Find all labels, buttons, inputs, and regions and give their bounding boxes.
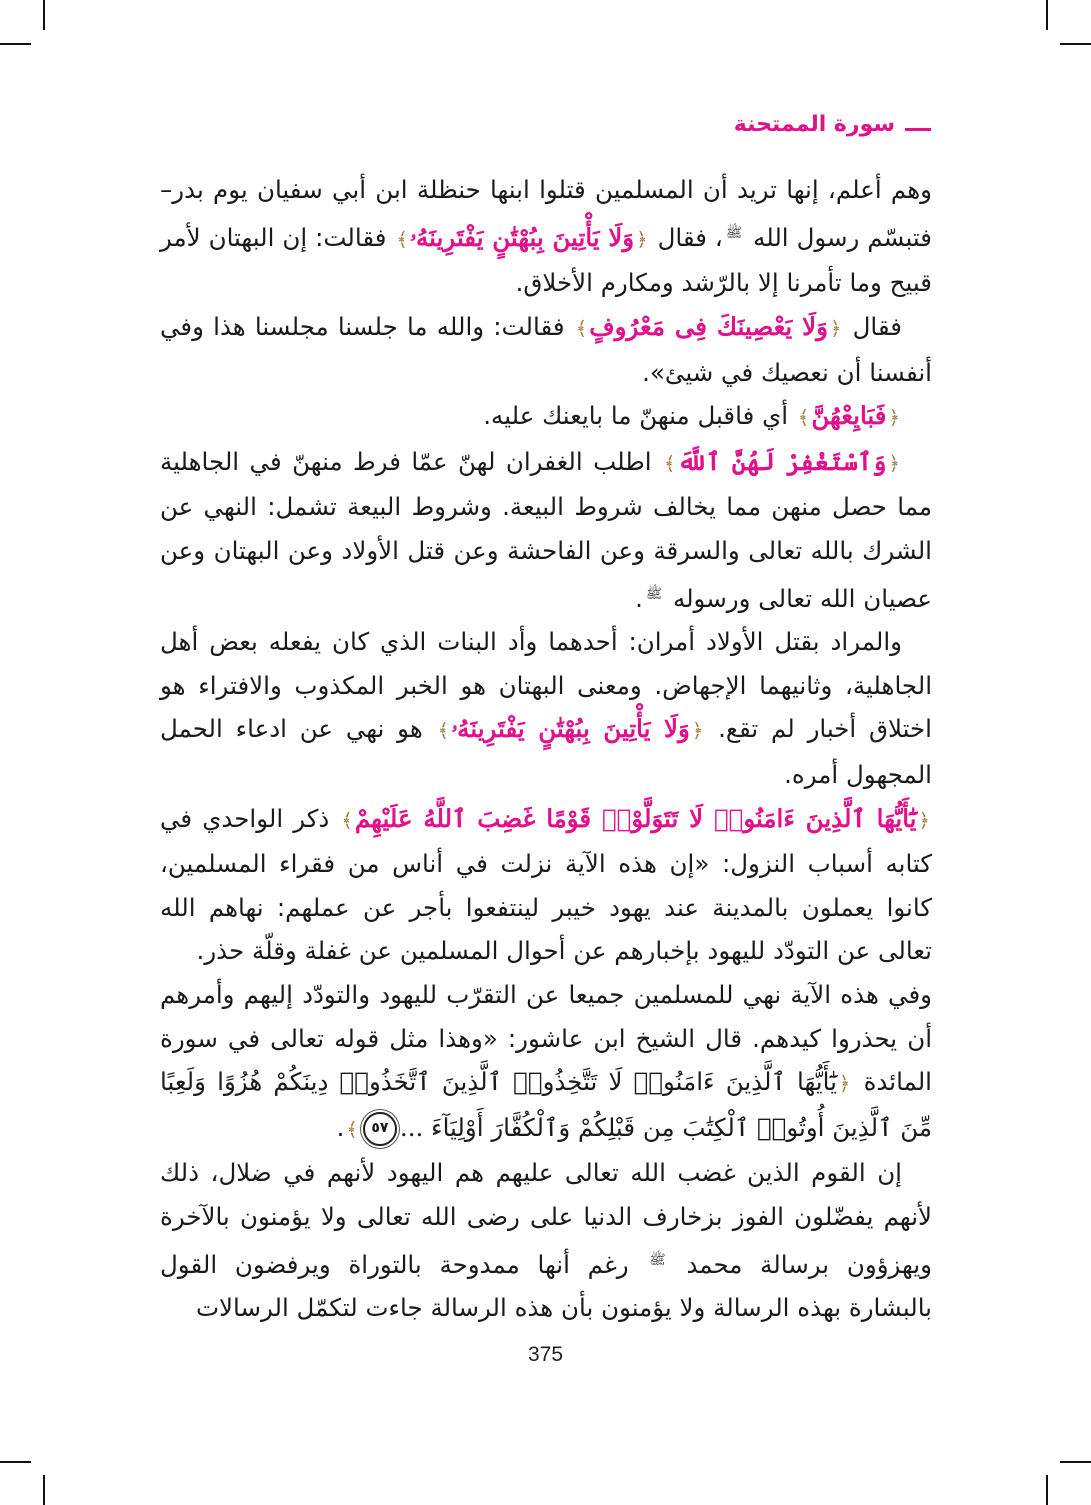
quran-quote — [796, 401, 902, 430]
quran-verse-text: يَٰٓأَيُّهَا ٱلَّذِينَ ءَامَنُوا۟ لَا تَتَوَلَّوْا۟ قَوْمًا غَضِبَ ٱللَّهُ عَلَيْهِمْ — [354, 803, 917, 833]
page-number: 375 — [527, 1343, 564, 1366]
ornate-bracket-close-icon: ﴾ — [341, 808, 353, 832]
paragraph — [160, 440, 932, 621]
paragraph-text: أي فاقبل منهنّ ما بايعنك عليه. — [483, 401, 796, 431]
crop-mark-bottom-left-horizontal — [0, 1461, 31, 1463]
ornate-bracket-open-icon: ﴿ — [888, 406, 900, 430]
paragraph-text: فقال — [843, 311, 902, 341]
body-text — [160, 168, 932, 1330]
crop-mark-bottom-left-vertical — [43, 1475, 45, 1505]
quran-verse-text: وَلَا يَأْتِينَ بِبُهْتَٰنٍ يَفْتَرِينَهُۥ — [409, 222, 635, 252]
header-dash — [905, 128, 931, 131]
paragraph-text: ذكر الواحدي في كتابه أسباب النزول: «إن هذه الآية نزلت في أناس من فقراء المسلمين، كانوا يعملون بالمدينة عند يهود خيبر لينتفعوا بأجر عن عملهم: نهاهم الله تعالى عن التودّد لليهود بإخبارهم عن أحوال المسلمين عن غفلة وقلّة حذر. — [160, 803, 932, 966]
ornate-bracket-close-icon: ﴾ — [346, 1117, 358, 1141]
paragraph — [160, 168, 932, 305]
honorific-glyph-icon: ﷺ — [725, 224, 743, 241]
quran-quote — [574, 312, 844, 341]
paragraph-text: فقالت: والله ما جلسنا مجلسنا هذا وفي أنفسنا أن نعصيك في شيئ». — [160, 311, 932, 387]
paragraph-text: . — [336, 1112, 345, 1142]
ornate-bracket-close-icon: ﴾ — [575, 316, 588, 340]
paragraph — [160, 394, 932, 440]
honorific-glyph-icon: ﷺ — [649, 1251, 666, 1268]
paragraph — [160, 1151, 932, 1330]
crop-mark-top-right-vertical — [1046, 0, 1048, 30]
paragraph-text: إن القوم الذين غضب الله تعالى عليهم هم اليهود لأنهم في ضلال، ذلك لأنهم يفضّلون الفوز بزخارف الدنيا على رضى الله تعالى ولا يؤمنون بالآخرة ويهزؤون برسالة محمد — [160, 1158, 932, 1279]
ornate-bracket-close-icon: ﴾ — [664, 451, 676, 475]
paragraph-text: وهم أعلم، إنها تريد أن المسلمين قتلوا ابنها حنظلة ابن أبي سفيان يوم بدر– فتبسّم رسول الله — [160, 175, 933, 252]
paragraph-text: . — [635, 583, 643, 613]
quran-quote — [436, 714, 706, 743]
paragraph-text: رغم أنها ممدوحة بالتوراة ويرفضون القول بالبشارة بهذه الرسالة ولا يؤمنون بأن هذه الرسالة جاءت لتكمّل الرسالات — [160, 1249, 932, 1323]
paragraph-text: فقالت: إن البهتان لأمر قبيح وما تأمرنا إلا بالرّشد ومكارم الأخلاق. — [160, 222, 932, 298]
crop-mark-top-left-horizontal — [0, 43, 31, 45]
quran-quote — [339, 804, 932, 833]
paragraph — [160, 797, 932, 973]
paragraph-text: والمراد بقتل الأولاد أمران: أحدهما وأد البنات الذي كان يفعله بعض أهل الجاهلية، وثانيهما الإجهاض. ومعنى البهتان هو الخبر المكذوب والافتراء هو اختلاق أخبار لم تقع. — [160, 627, 932, 744]
quran-quote — [662, 447, 902, 476]
honorific-glyph-icon: ﷺ — [645, 585, 663, 602]
ornate-bracket-open-icon: ﴿ — [918, 808, 930, 832]
paragraph — [160, 305, 932, 394]
ornate-bracket-close-icon: ﴾ — [437, 719, 450, 743]
paragraph-text: وفي هذه الآية نهي للمسلمين جميعا عن التقرّب لليهود والتودّد إليهم وأمرهم أن يحذروا كيدهم. قال الشيخ ابن عاشور: «وهذا مثل قوله تعالى في سورة المائدة — [160, 980, 932, 1097]
surah-title: سورة الممتحنة — [733, 112, 895, 137]
ornate-bracket-close-icon: ﴾ — [396, 227, 408, 251]
quran-verse-text: يَٰٓأَيُّهَا ٱلَّذِينَ ءَامَنُوا۟ لَا تَتَّخِذُوا۟ ٱلَّذِينَ ٱتَّخَذُوا۟ دِينَكُمْ هُزُوًا وَلَعِبًا مِّنَ ٱلَّذِينَ أُوتُوا۟ ٱلْكِتَٰبَ مِن قَبْلِكُمْ وَٱلْكُفَّارَ أَوْلِيَآءَ ... — [160, 1067, 932, 1142]
crop-mark-bottom-right-horizontal — [1060, 1461, 1091, 1463]
quran-verse-text: فَبَايِعْهُنَّ — [811, 401, 887, 431]
paragraph-text: هو نهي عن ادعاء الحمل المجهول أمره. — [160, 714, 932, 790]
quran-verse-text: وَلَا يَأْتِينَ بِبُهْتَٰنٍ يَفْتَرِينَهُۥ — [451, 714, 690, 744]
ornate-bracket-open-icon: ﴿ — [888, 451, 900, 475]
quran-quote — [160, 1067, 932, 1142]
ornate-bracket-open-icon: ﴿ — [636, 227, 648, 251]
quran-quote — [394, 223, 649, 252]
running-head — [734, 112, 931, 137]
paragraph — [160, 973, 932, 1151]
ornate-bracket-open-icon: ﴿ — [838, 1072, 851, 1096]
crop-mark-bottom-right-vertical — [1046, 1475, 1048, 1505]
crop-mark-top-right-horizontal — [1060, 43, 1091, 45]
quran-verse-text: وَٱسْتَغْفِرْ لَهُنَّ ٱللَّهَ — [677, 446, 887, 476]
quran-verse-text: وَلَا يَعْصِينَكَ فِى مَعْرُوفٍ — [589, 311, 828, 341]
ornate-bracket-close-icon: ﴾ — [797, 406, 810, 430]
ornate-bracket-open-icon: ﴿ — [829, 316, 842, 340]
paragraph-text: ، فقال — [649, 222, 723, 252]
ayah-number-medallion-icon: ٥٧ — [363, 1112, 397, 1146]
crop-mark-top-left-vertical — [43, 0, 45, 30]
ornate-bracket-open-icon: ﴿ — [691, 719, 704, 743]
paragraph — [160, 620, 932, 796]
paragraph-text: اطلب الغفران لهنّ عمّا فرط منهنّ في الجاهلية مما حصل منهن مما يخالف شروط البيعة. وشروط البيعة تشمل: النهي عن الشرك بالله تعالى والسرقة وعن الفاحشة وعن قتل الأولاد وعن البهتان وعن عصيان الله تعالى ورسوله — [160, 446, 932, 613]
